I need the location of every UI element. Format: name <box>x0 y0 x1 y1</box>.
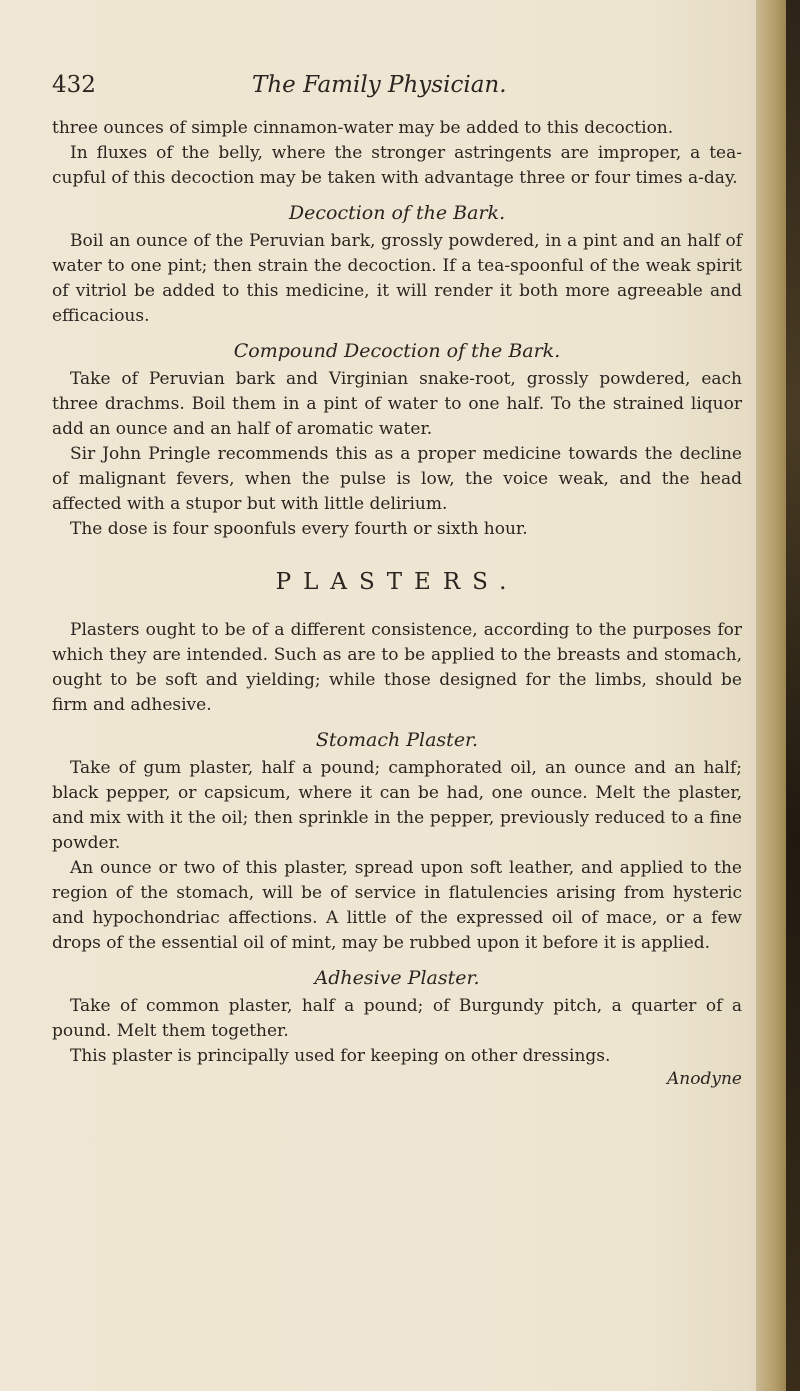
paragraph-adhesive-use: This plaster is principally used for keeping on other dressings. <box>70 1046 611 1066</box>
heading-compound-decoction: Compound Decoction of the Bark. <box>233 340 561 362</box>
paragraph-pringle: Sir John Pringle recommends this as a proper medicine towards the decline of malignant fevers, when the pulse is low, the voice weak, and the head affected with a stupor but with little delirium. <box>52 444 742 514</box>
paragraph-fluxes: In fluxes of the belly, where the stronger astringents are improper, a tea-cupful of this decoction may be taken with advantage three or four times a-day. <box>52 143 742 188</box>
paragraph-continuation: three ounces of simple cinnamon-water may be added to this decoction. <box>52 118 674 138</box>
paragraph-stomach-use: An ounce or two of this plaster, spread upon soft leather, and applied to the region of the stomach, will be of service in flatulencies arising from hysteric and hypochondriac affections. A little of the expressed oil of mace, or a few drops of the essential oil of mint, may be rubbed upon it before it is applied. <box>52 858 742 953</box>
paragraph-compound-recipe: Take of Peruvian bark and Virginian snake-root, grossly powdered, each three drachms. Boil them in a pint of water to one half. To the strained liquor add an ounce and an half of aromatic water. <box>52 369 742 439</box>
page-content <box>52 72 742 1089</box>
page-number: 432 <box>52 72 96 98</box>
running-title: The Family Physician. <box>252 72 507 98</box>
heading-plasters: PLASTERS. <box>275 569 519 595</box>
paragraph-adhesive-recipe: Take of common plaster, half a pound; of Burgundy pitch, a quarter of a pound. Melt them together. <box>52 996 742 1041</box>
page-binding-shadow <box>786 0 800 1391</box>
paragraph-plasters-intro: Plasters ought to be of a different consistence, according to the purposes for which they are intended. Such as are to be applied to the breasts and stomach, ought to be soft and yielding; while those designed for the limbs, should be firm and adhesive. <box>52 620 742 715</box>
heading-decoction-of-bark: Decoction of the Bark. <box>288 202 506 224</box>
paragraph-dose: The dose is four spoonfuls every fourth or sixth hour. <box>70 519 528 539</box>
heading-stomach-plaster: Stomach Plaster. <box>315 729 479 751</box>
page-header <box>52 72 742 116</box>
paragraph-stomach-recipe: Take of gum plaster, half a pound; camphorated oil, an ounce and an half; black pepper, or capsicum, where it can be had, one ounce. Melt the plaster, and mix with it the oil; then sprinkle in the pepper, previously reduced to a fine powder. <box>52 758 742 853</box>
catchword: Anodyne <box>667 1069 742 1089</box>
heading-adhesive-plaster: Adhesive Plaster. <box>314 967 480 989</box>
paragraph-bark-recipe: Boil an ounce of the Peruvian bark, grossly powdered, in a pint and an half of water to one pint; then strain the decoction. If a tea-spoonful of the weak spirit of vitriol be added to this medicine, it will render it both more agreeable and efficacious. <box>52 231 742 326</box>
